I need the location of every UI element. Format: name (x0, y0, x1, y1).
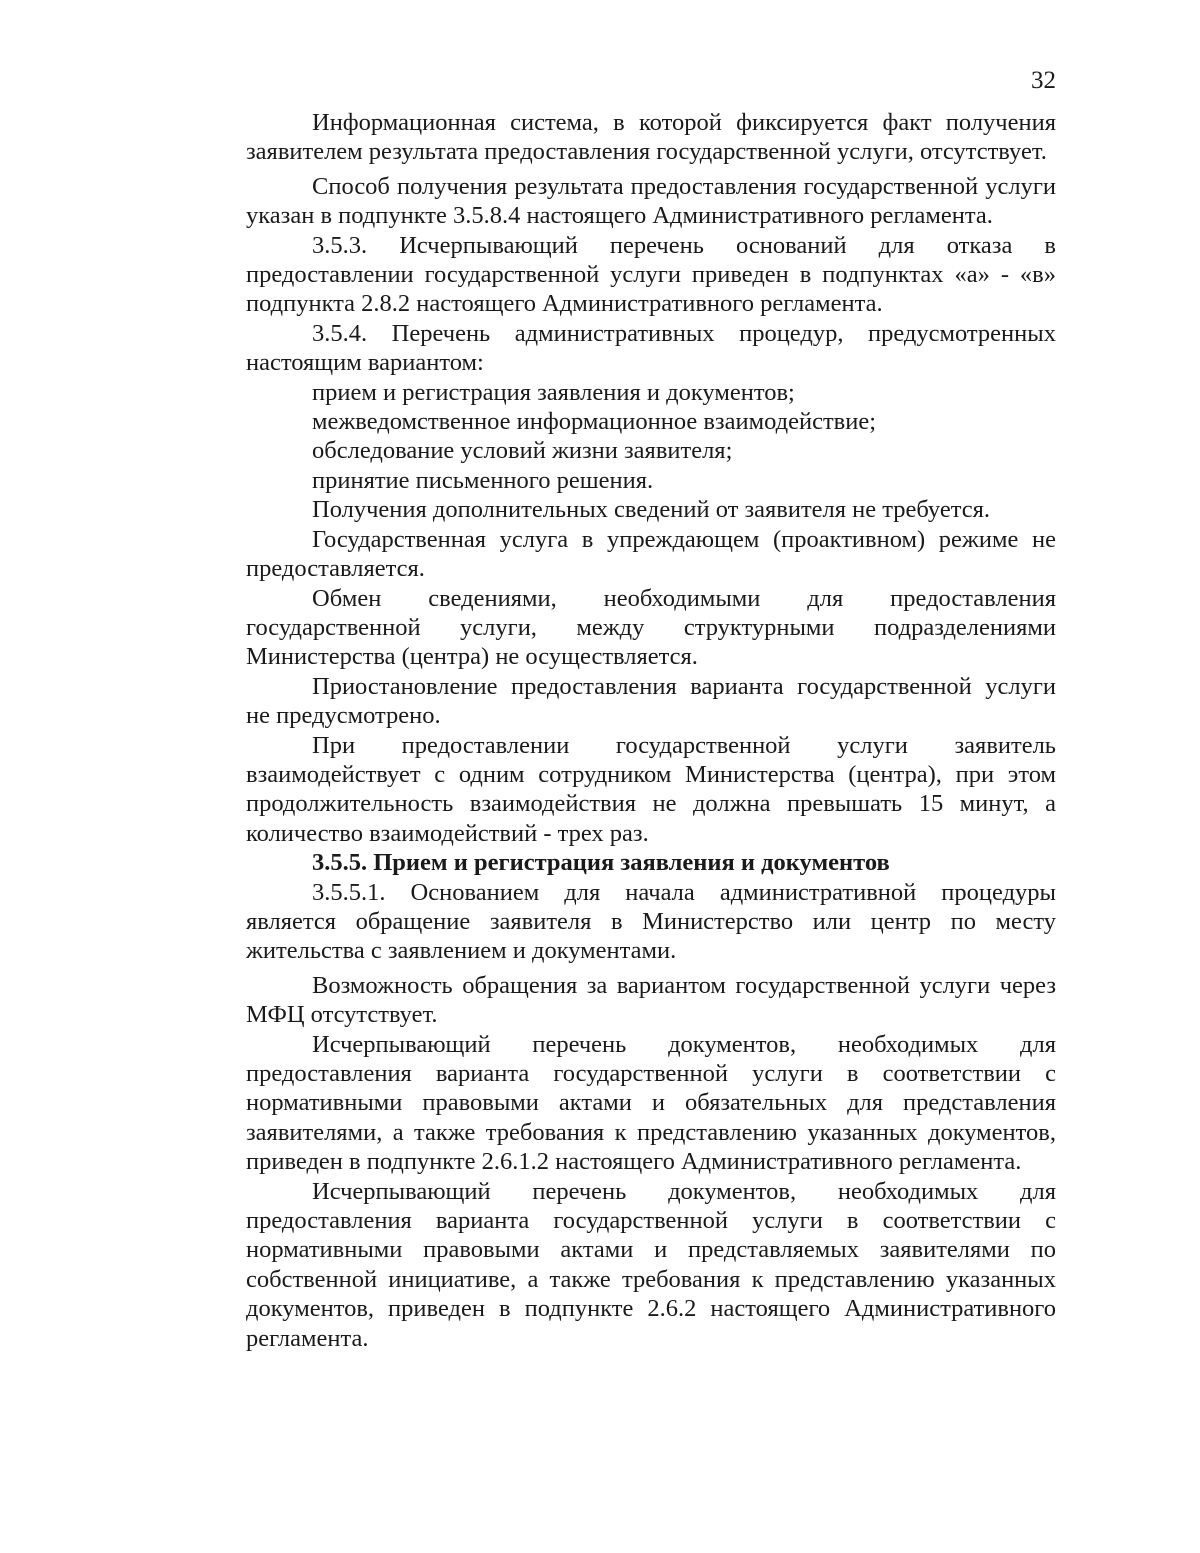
paragraph-data-exchange: Обмен сведениями, необходимыми для предоставления государственной услуги, между структурными подразделениями Министерства (центра) не осуществляется. (246, 584, 1056, 671)
procedure-list-item: обследование условий жизни заявителя; (312, 437, 733, 465)
paragraph-mfc: Возможность обращения за вариантом государственной услуги через МФЦ отсутствует. (246, 971, 1056, 1029)
paragraph-3-5-3: 3.5.3. Исчерпывающий перечень оснований для отказа в предоставлении государственной услуги приведен в подпунктах «а» - «в» подпункта 2.8.2 настоящего Административного регламента. (246, 231, 1056, 318)
paragraph-info-system: Информационная система, в которой фиксируется факт получения заявителем результата предоставления государственной услуги, отсутствует. (246, 109, 1056, 166)
paragraph-result-method: Способ получения результата предоставления государственной услуги указан в подпункте 3.5.8.4 настоящего Административного регламента. (246, 172, 1056, 230)
paragraph-suspension: Приостановление предоставления варианта государственной услуги не предусмотрено. (246, 672, 1056, 730)
paragraph-3-5-4: 3.5.4. Перечень административных процедур, предусмотренных настоящим вариантом: (246, 319, 1056, 377)
paragraph-proactive-mode: Государственная услуга в упреждающем (проактивном) режиме не предоставляется. (246, 525, 1056, 583)
paragraph-required-documents: Исчерпывающий перечень документов, необходимых для предоставления варианта государственной услуги в соответствии с нормативными правовыми актами и обязательных для представления заявителями, а также требования к представлению указанных документов, приведен в подпункте 2.6.1.2 настоящего Административного регламента. (246, 1030, 1056, 1176)
page-number: 32 (1031, 67, 1056, 94)
section-heading-3-5-5: 3.5.5. Прием и регистрация заявления и документов (312, 849, 890, 877)
procedure-list-item: межведомственное информационное взаимодействие; (312, 408, 877, 436)
paragraph-no-extra-info: Получения дополнительных сведений от заявителя не требуется. (312, 496, 990, 524)
procedure-list-item: принятие письменного решения. (312, 466, 654, 494)
paragraph-optional-documents: Исчерпывающий перечень документов, необходимых для предоставления варианта государственной услуги в соответствии с нормативными правовыми актами и представляемых заявителями по собственной инициативе, а также требования к представлению указанных документов, приведен в подпункте 2.6.2 настоящего Административного регламента. (246, 1177, 1056, 1352)
document-body (246, 108, 1056, 1353)
paragraph-3-5-5-1: 3.5.5.1. Основанием для начала административной процедуры является обращение заявителя в Министерство или центр по месту жительства с заявлением и документами. (246, 878, 1056, 965)
paragraph-interaction: При предоставлении государственной услуги заявитель взаимодействует с одним сотрудником Министерства (центра), при этом продолжительность взаимодействия не должна превышать 15 минут, а количество взаимодействий - трех раз. (246, 731, 1056, 847)
procedure-list-item: прием и регистрация заявления и документов; (312, 378, 795, 406)
